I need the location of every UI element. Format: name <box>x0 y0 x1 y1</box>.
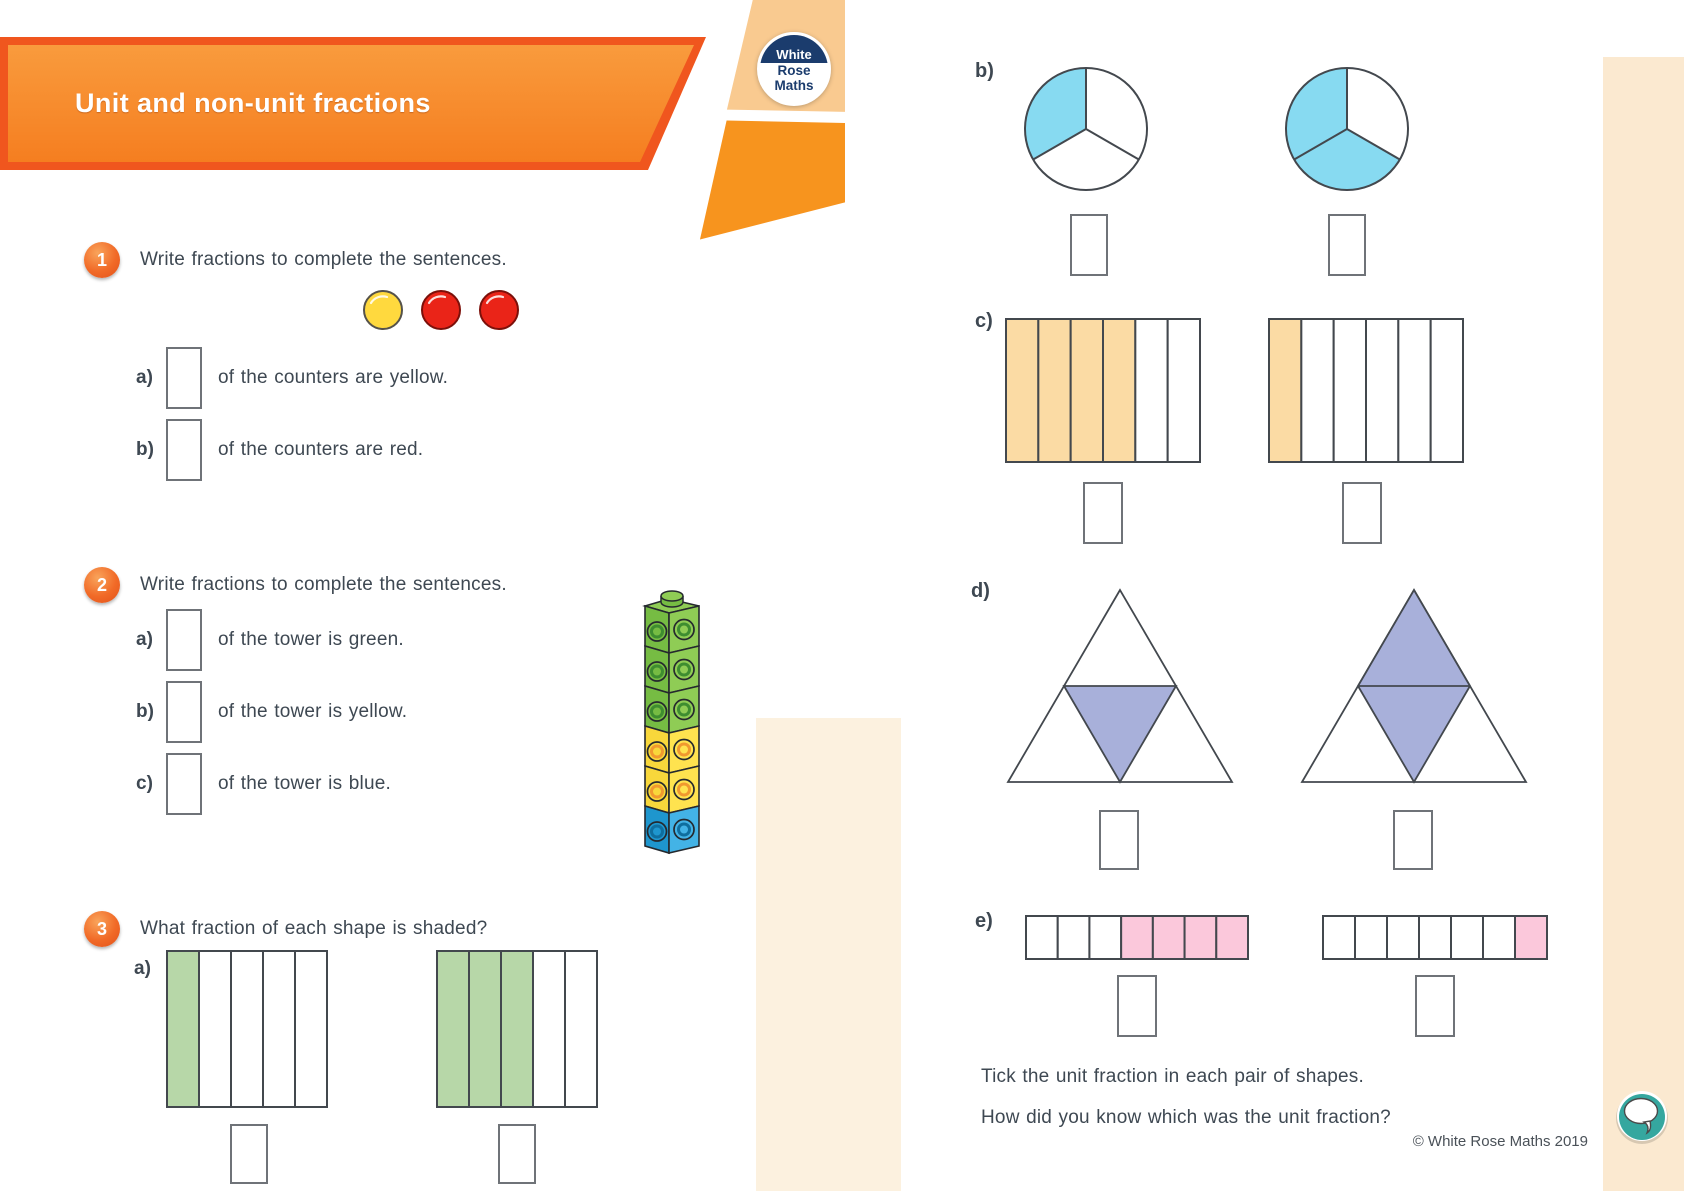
q1-part-b-label: b) <box>136 439 154 460</box>
q1-part-b-row <box>136 418 423 482</box>
white-rose-maths-logo <box>757 32 831 106</box>
section-d-label: d) <box>971 580 990 602</box>
question-3-badge: 3 <box>84 911 120 947</box>
fraction-triangle-left <box>1006 588 1234 784</box>
q1-part-a-row <box>136 346 448 410</box>
deco-cream-strip-right <box>1603 57 1684 1191</box>
section-c-strip-rect-left <box>1005 318 1201 463</box>
q2-part-b-answer-box[interactable] <box>166 681 202 743</box>
fraction-circle-left <box>1023 66 1149 192</box>
q2-part-b-label: b) <box>136 701 154 722</box>
deco-cream-strip-middle <box>756 718 901 1191</box>
section-b-label: b) <box>975 60 994 82</box>
q3-part-a-label: a) <box>134 958 151 979</box>
fraction-circle-right <box>1284 66 1410 192</box>
q2-part-a-sentence: of the tower is green. <box>218 629 404 650</box>
cube-tower-image <box>640 585 704 861</box>
question-3-prompt: What fraction of each shape is shaded? <box>140 918 488 939</box>
section-c-right-answer-box[interactable] <box>1342 482 1382 544</box>
section-b-right-answer-box[interactable] <box>1328 214 1366 276</box>
q2-part-c-sentence: of the tower is blue. <box>218 773 391 794</box>
section-b-left-answer-box[interactable] <box>1070 214 1108 276</box>
section-e-label: e) <box>975 910 993 932</box>
q2-part-c-label: c) <box>136 773 153 794</box>
section-e-right-answer-box[interactable] <box>1415 975 1455 1037</box>
q3-strip-rect-right <box>436 950 598 1108</box>
q1-part-a-sentence: of the counters are yellow. <box>218 367 449 388</box>
tick-prompt: Tick the unit fraction in each pair of shapes. <box>981 1066 1364 1087</box>
q2-part-a-row <box>136 608 404 672</box>
section-d-left-answer-box[interactable] <box>1099 810 1139 870</box>
logo-line-white: White <box>760 35 828 63</box>
q2-part-b-sentence: of the tower is yellow. <box>218 701 408 722</box>
q3-strip-rect-left <box>166 950 328 1108</box>
q2-part-b-row <box>136 680 407 744</box>
question-2-badge: 2 <box>84 567 120 603</box>
page-title: Unit and non-unit fractions <box>75 88 431 118</box>
q3-left-answer-box[interactable] <box>230 1124 268 1184</box>
section-c-left-answer-box[interactable] <box>1083 482 1123 544</box>
question-1-prompt: Write fractions to complete the sentences. <box>140 249 507 270</box>
q1-part-a-label: a) <box>136 367 153 388</box>
speech-bubble-icon <box>1614 1088 1670 1144</box>
logo-line-maths: Maths <box>774 78 814 93</box>
q1-part-b-answer-box[interactable] <box>166 419 202 481</box>
q1-part-b-sentence: of the counters are red. <box>218 439 424 460</box>
counters-image <box>362 289 522 331</box>
question-2-prompt: Write fractions to complete the sentences. <box>140 574 507 595</box>
section-e-bar-right <box>1322 915 1548 960</box>
q2-part-c-answer-box[interactable] <box>166 753 202 815</box>
fraction-triangle-right <box>1300 588 1528 784</box>
copyright: © White Rose Maths 2019 <box>1412 1133 1588 1150</box>
section-c-strip-rect-right <box>1268 318 1464 463</box>
section-c-label: c) <box>975 310 993 332</box>
section-e-left-answer-box[interactable] <box>1117 975 1157 1037</box>
q3-right-answer-box[interactable] <box>498 1124 536 1184</box>
q1-part-a-answer-box[interactable] <box>166 347 202 409</box>
question-1-badge: 1 <box>84 242 120 278</box>
section-e-bar-left <box>1025 915 1249 960</box>
section-d-right-answer-box[interactable] <box>1393 810 1433 870</box>
q2-part-c-row <box>136 752 391 816</box>
logo-line-rose: Rose <box>777 63 811 78</box>
how-prompt: How did you know which was the unit fraction? <box>981 1107 1391 1128</box>
q2-part-a-label: a) <box>136 629 153 650</box>
q2-part-a-answer-box[interactable] <box>166 609 202 671</box>
